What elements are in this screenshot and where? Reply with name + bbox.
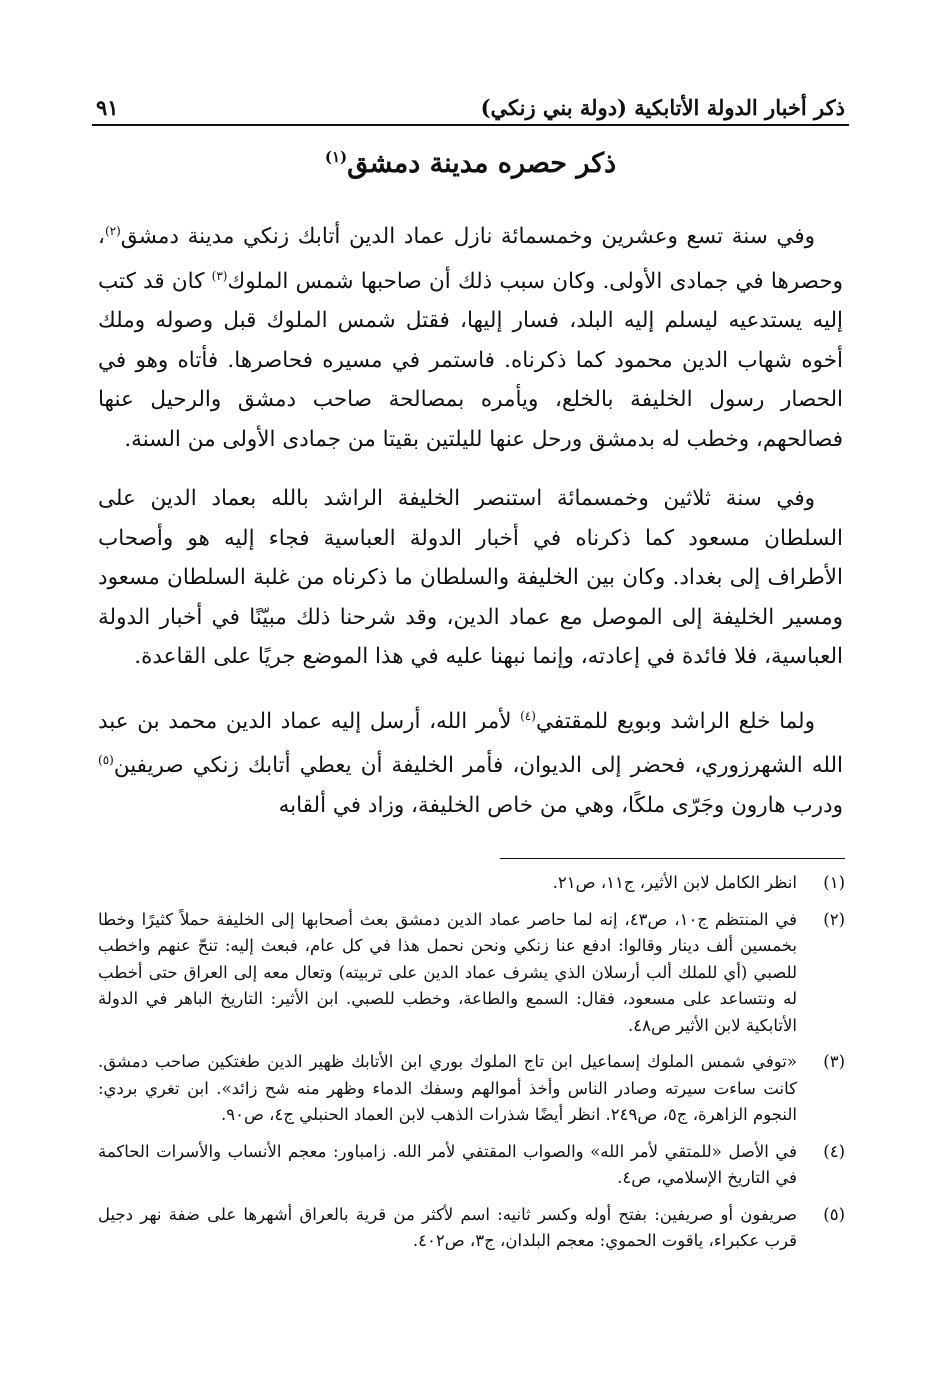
footnote-text: صريفون أو صريفين: بفتح أوله وكسر ثانيه: اسم لأكثر من قرية بالعراق أشهرها على ضفة نهر دجيل قرب عكبراء، ياقوت الحموي: معجم البلدان، ج٣، ص٤٠٢. <box>98 1204 797 1250</box>
chapter-title-text: ذكر حصره مدينة دمشق <box>347 148 617 179</box>
footnote <box>98 1139 845 1192</box>
note-ref-4: (٤) <box>520 708 536 723</box>
chapter-title-note-ref: (١) <box>324 148 348 166</box>
header-rule <box>92 124 849 126</box>
footnote-text: في الأصل «للمتقي لأمر الله» والصواب المقتفي لأمر الله. زامباور: معجم الأنساب والأسرات الحاكمة في التاريخ الإسلامي، ص٤. <box>98 1141 797 1187</box>
footnotes <box>98 870 845 1265</box>
footnote-number: (١) <box>823 873 845 892</box>
footnote-rule <box>500 858 845 859</box>
footnote-number: (٥) <box>823 1204 845 1224</box>
footnote-text: «توفي شمس الملوك إسماعيل ابن تاج الملوك بوري ابن الأتابك ظهير الدين طغتكين صاحب دمشق. كانت ساءت سيرته وصادر الناس وأخذ أموالهم وسفك الدماء وظهر منه شح زائد». ابن تغري بردي: النجوم الزاهرة، ج٥، ص٢٤٩. انظر أيضًا شذرات الذهب لابن العماد الحنبلي ج٤، ص٩٠. <box>98 1052 797 1124</box>
paragraph-3-part-a: ولما خلع الراشد وبويع للمقتفي <box>535 708 815 734</box>
footnote <box>98 1202 845 1255</box>
footnote-number: (٣) <box>823 1052 845 1071</box>
footnote <box>98 870 845 897</box>
paragraph-1-part-b: ، وحصرها في جمادى الأولى. وكان سبب ذلك أن صاحبها شمس الملوك <box>98 224 843 294</box>
paragraph-3-part-c: ودرب هارون وجَرّى ملكًا، وهي من خاص الخليفة، وزاد في ألقابه <box>278 793 843 819</box>
paragraph-1 <box>98 212 843 459</box>
footnote-number: (٢) <box>823 909 845 929</box>
paragraph-1-part-c: كان قد كتب إليه يستدعيه ليسلم إليه البلد، فسار إليها، فقتل شمس الملوك قبل وصوله وملك أخوه شهاب الدين محمود كما ذكرناه. فاستمر في مسيره فحاصرها. فأتاه وهو في الحصار رسول الخليفة بالخلع، ويأمره بمصالحة صاحب دمشق والرحيل عنها فصالحهم، وخطب له بدمشق ورحل عنها لليلتين بقيتا من جمادى الأولى من السنة. <box>98 268 843 452</box>
footnote <box>98 907 845 1040</box>
paragraph-3-part-b: لأمر الله، أرسل إليه عماد الدين محمد بن عبد الله الشهرزوري، فحضر إلى الديوان، فأمر الخليفة أن يعطي أتابك زنكي صريفين <box>98 708 843 779</box>
footnote-text: في المنتظم ج١٠، ص٤٣، إنه لما حاصر عماد الدين دمشق بعث أصحابها إلى الخليفة حملاً كثيرًا وخطا بخمسين ألف دينار وقالوا: ادفع عنا زنكي ونحن نحمل هذا في كل عام، فبعث إليه: تنحّ عنهم واخطب للصبي (أي للملك ألب أرسلان الذي يشرف عماد الدين على تربيته) وتعال معه إلى العراق حتى أخطب له ونتساعد على مسعود، فقال: السمع والطاعة، وخطب للصبي. ابن الأثير: التاريخ الباهر في الدولة الأتابكية لابن الأثير ص٤٨. <box>98 909 797 1035</box>
running-head <box>96 86 845 120</box>
running-title: ذكر أخبار الدولة الأتابكية (دولة بني زنكي) <box>480 95 845 120</box>
page-number: ٩١ <box>96 95 119 120</box>
paragraph-1-part-a: وفي سنة تسع وعشرين وخمسمائة نازل عماد الدين أتابك زنكي مدينة دمشق <box>120 224 815 250</box>
paragraph-2: وفي سنة ثلاثين وخمسمائة استنصر الخليفة الراشد بالله بعماد الدين على السلطان مسعود كما ذكرناه في أخبار الدولة العباسية فجاء إليه هو وأصحاب الأطراف إلى بغداد. وكان بين الخليفة والسلطان ما ذكرناه من غلبة السلطان مسعود ومسير الخليفة إلى الموصل مع عماد الدين، وقد شرحنا ذلك مبيّنًا في أخبار الدولة العباسية، فلا فائدة في إعادته، وإنما نبهنا عليه في هذا الموضع جريًا على القاعدة. <box>98 486 843 670</box>
note-ref-2: (٢) <box>104 224 121 238</box>
note-ref-3: (٣) <box>211 268 228 283</box>
chapter-title <box>96 148 845 179</box>
main-text <box>98 212 843 846</box>
footnote-text: انظر الكامل لابن الأثير، ج١١، ص٢١. <box>552 873 797 892</box>
paragraph-3 <box>98 697 843 826</box>
footnote <box>98 1049 845 1129</box>
note-ref-5: (٥) <box>98 753 114 768</box>
footnote-number: (٤) <box>823 1141 845 1161</box>
